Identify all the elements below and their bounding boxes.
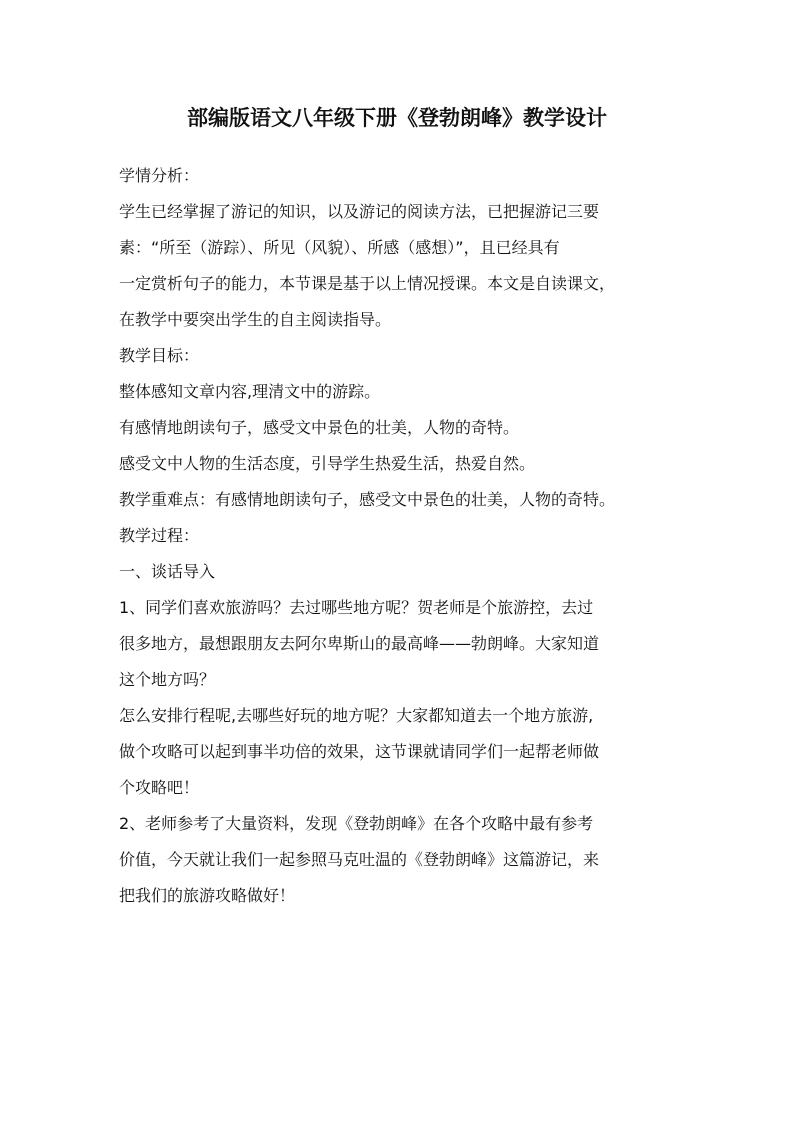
paragraph-line: 个攻略吧！ xyxy=(119,778,200,797)
paragraph-line: 很多地方，最想跟朋友去阿尔卑斯山的最高峰——勃朗峰。大家知道 xyxy=(119,634,600,653)
goal-item: 整体感知文章内容,理清文中的游踪。 xyxy=(119,382,381,401)
paragraph-line: 怎么安排行程呢,去哪些好玩的地方呢？大家都知道去一个地方旅游, xyxy=(119,706,594,725)
paragraph-line: 学生已经掌握了游记的知识，以及游记的阅读方法，已把握游记三要 xyxy=(119,202,600,221)
section-heading-teaching-goals: 教学目标： xyxy=(119,346,200,365)
section-heading-teaching-process: 教学过程： xyxy=(119,526,200,545)
document-title: 部编版语文八年级下册《登勃朗峰》教学设计 xyxy=(187,106,607,130)
paragraph-line: 2、老师参考了大量资料，发现《登勃朗峰》在各个攻略中最有参考 xyxy=(119,814,594,833)
goal-item: 感受文中人物的生活态度，引导学生热爱生活，热爱自然。 xyxy=(119,454,536,473)
paragraph-line: 在教学中要突出学生的自主阅读指导。 xyxy=(119,310,392,329)
paragraph-line: 这个地方吗？ xyxy=(119,670,216,689)
key-points-line: 教学重难点：有感情地朗读句子，感受文中景色的壮美，人物的奇特。 xyxy=(119,490,616,509)
paragraph-line: 做个攻略可以起到事半功倍的效果，这节课就请同学们一起帮老师做 xyxy=(119,742,600,761)
goal-item: 有感情地朗读句子，感受文中景色的壮美，人物的奇特。 xyxy=(119,418,520,437)
paragraph-line: 一定赏析句子的能力，本节课是基于以上情况授课。本文是自读课文， xyxy=(119,274,616,293)
paragraph-line: 把我们的旅游攻略做好！ xyxy=(119,886,296,905)
paragraph-line: 1、同学们喜欢旅游吗？去过哪些地方呢？贺老师是个旅游控，去过 xyxy=(119,598,594,617)
paragraph-line: 素：“所至（游踪）、所见（风貌）、所感（感想）”，且已经具有 xyxy=(119,238,560,257)
subsection-heading-intro: 一、谈话导入 xyxy=(119,562,216,581)
section-heading-learner-analysis: 学情分析： xyxy=(119,166,200,185)
document-body xyxy=(119,158,687,914)
paragraph-line: 价值，今天就让我们一起参照马克吐温的《登勃朗峰》这篇游记，来 xyxy=(119,850,600,869)
